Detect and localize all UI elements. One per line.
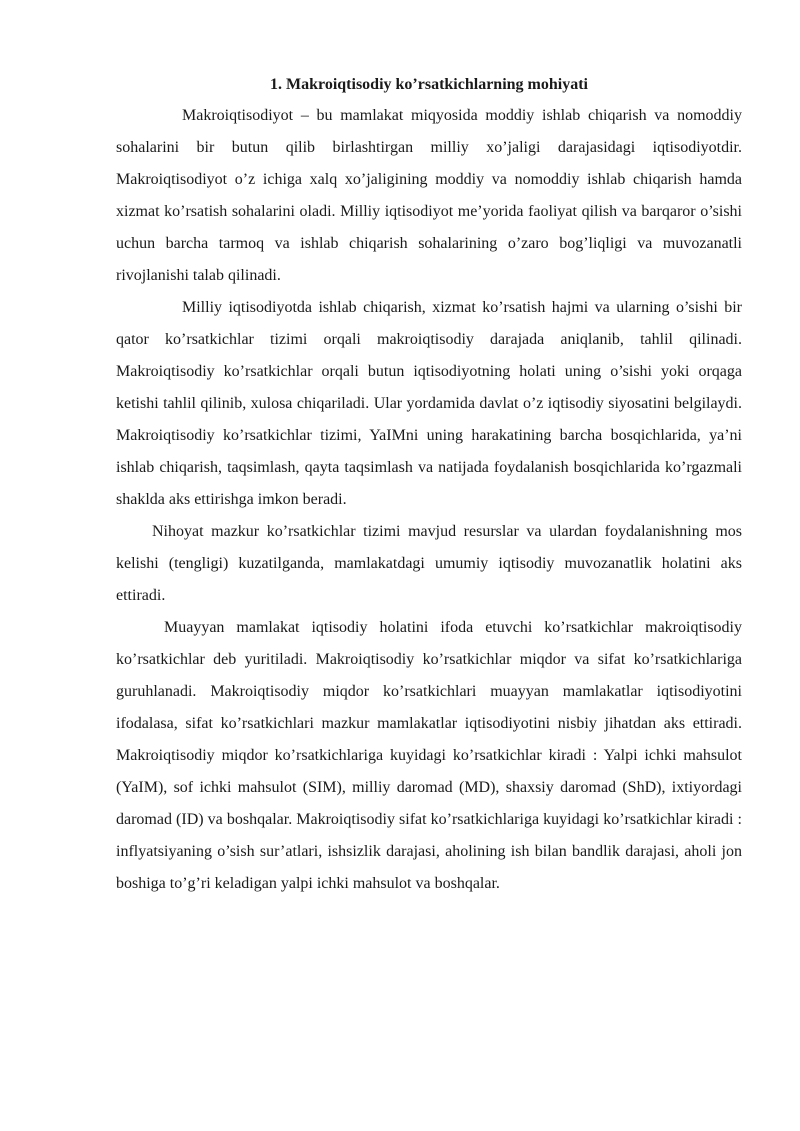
paragraph-classification: Muayyan mamlakat iqtisodiy holatini ifoda etuvchi ko’rsatkichlar makroiqtisodiy ko’rsatkichlar deb yuritiladi. Makroiqtisodiy ko’rsatkichlar miqdor va sifat ko’rsatkichlariga guruhlanadi. Makroiqtisodiy miqdor ko’rsatkichlari muayyan mamlakatlar iqtisodiyotini ifodalasa, sifat ko’rsatkichlari mazkur mamlakatlar iqtisodiyotini nisbiy jihatdan aks ettiradi. Makroiqtisodiy miqdor ko’rsatkichlariga kuyidagi ko’rsatkichlar kiradi : Yalpi ichki mahsulot (YaIM), sof ichki mahsulot (SIM), milliy daromad (MD), shaxsiy daromad (ShD), ixtiyordagi daromad (ID) va boshqalar. Makroiqtisodiy sifat ko’rsatkichlariga kuyidagi ko’rsatkichlar kiradi : inflyatsiyaning o’sish sur’atlari, ishsizlik darajasi, aholining ish bilan bandlik darajasi, aholi jon boshiga to’g’ri keladigan yalpi ichki mahsulot va boshqalar.: [116, 619, 742, 892]
paragraph-equilibrium: Nihoyat mazkur ko’rsatkichlar tizimi mavjud resurslar va ulardan foydalanishning mos kelishi (tengligi) kuzatilganda, mamlakatdagi umumiy iqtisodiy muvozanatlik holatini aks ettiradi.: [116, 523, 742, 604]
paragraph-definition: Makroiqtisodiyot – bu mamlakat miqyosida moddiy ishlab chiqarish va nomoddiy sohalarini bir butun qilib birlashtirgan milliy xo’jaligi darajasidagi iqtisodiyotdir. Makroiqtisodiyot o’z ichiga xalq xo’jaligining moddiy va nomoddiy ishlab chiqarish hamda xizmat ko’rsatish sohalarini oladi. Milliy iqtisodiyot me’yorida faoliyat qilish va barqaror o’sishi uchun barcha tarmoq va ishlab chiqarish sohalarining o’zaro bog’liqligi va muvozanatli rivojlanishi talab qilinadi.: [116, 107, 742, 284]
document-page: [116, 74, 742, 900]
section-title: 1. Makroiqtisodiy ko’rsatkichlarning mohiyati: [270, 76, 588, 93]
paragraph-indicators: Milliy iqtisodiyotda ishlab chiqarish, xizmat ko’rsatish hajmi va ularning o’sishi bir qator ko’rsatkichlar tizimi orqali makroiqtisodiy darajada aniqlanib, tahlil qilinadi. Makroiqtisodiy ko’rsatkichlar orqali butun iqtisodiyotning holati uning o’sishi yoki orqaga ketishi tahlil qilinib, xulosa chiqariladi. Ular yordamida davlat o’z iqtisodiy siyosatini belgilaydi. Makroiqtisodiy ko’rsatkichlar tizimi, YaIMni uning harakatining barcha bosqichlarida, ya’ni ishlab chiqarish, taqsimlash, qayta taqsimlash va natijada foydalanish bosqichlarida ko’rgazmali shaklda aks ettirishga imkon beradi.: [116, 299, 742, 508]
